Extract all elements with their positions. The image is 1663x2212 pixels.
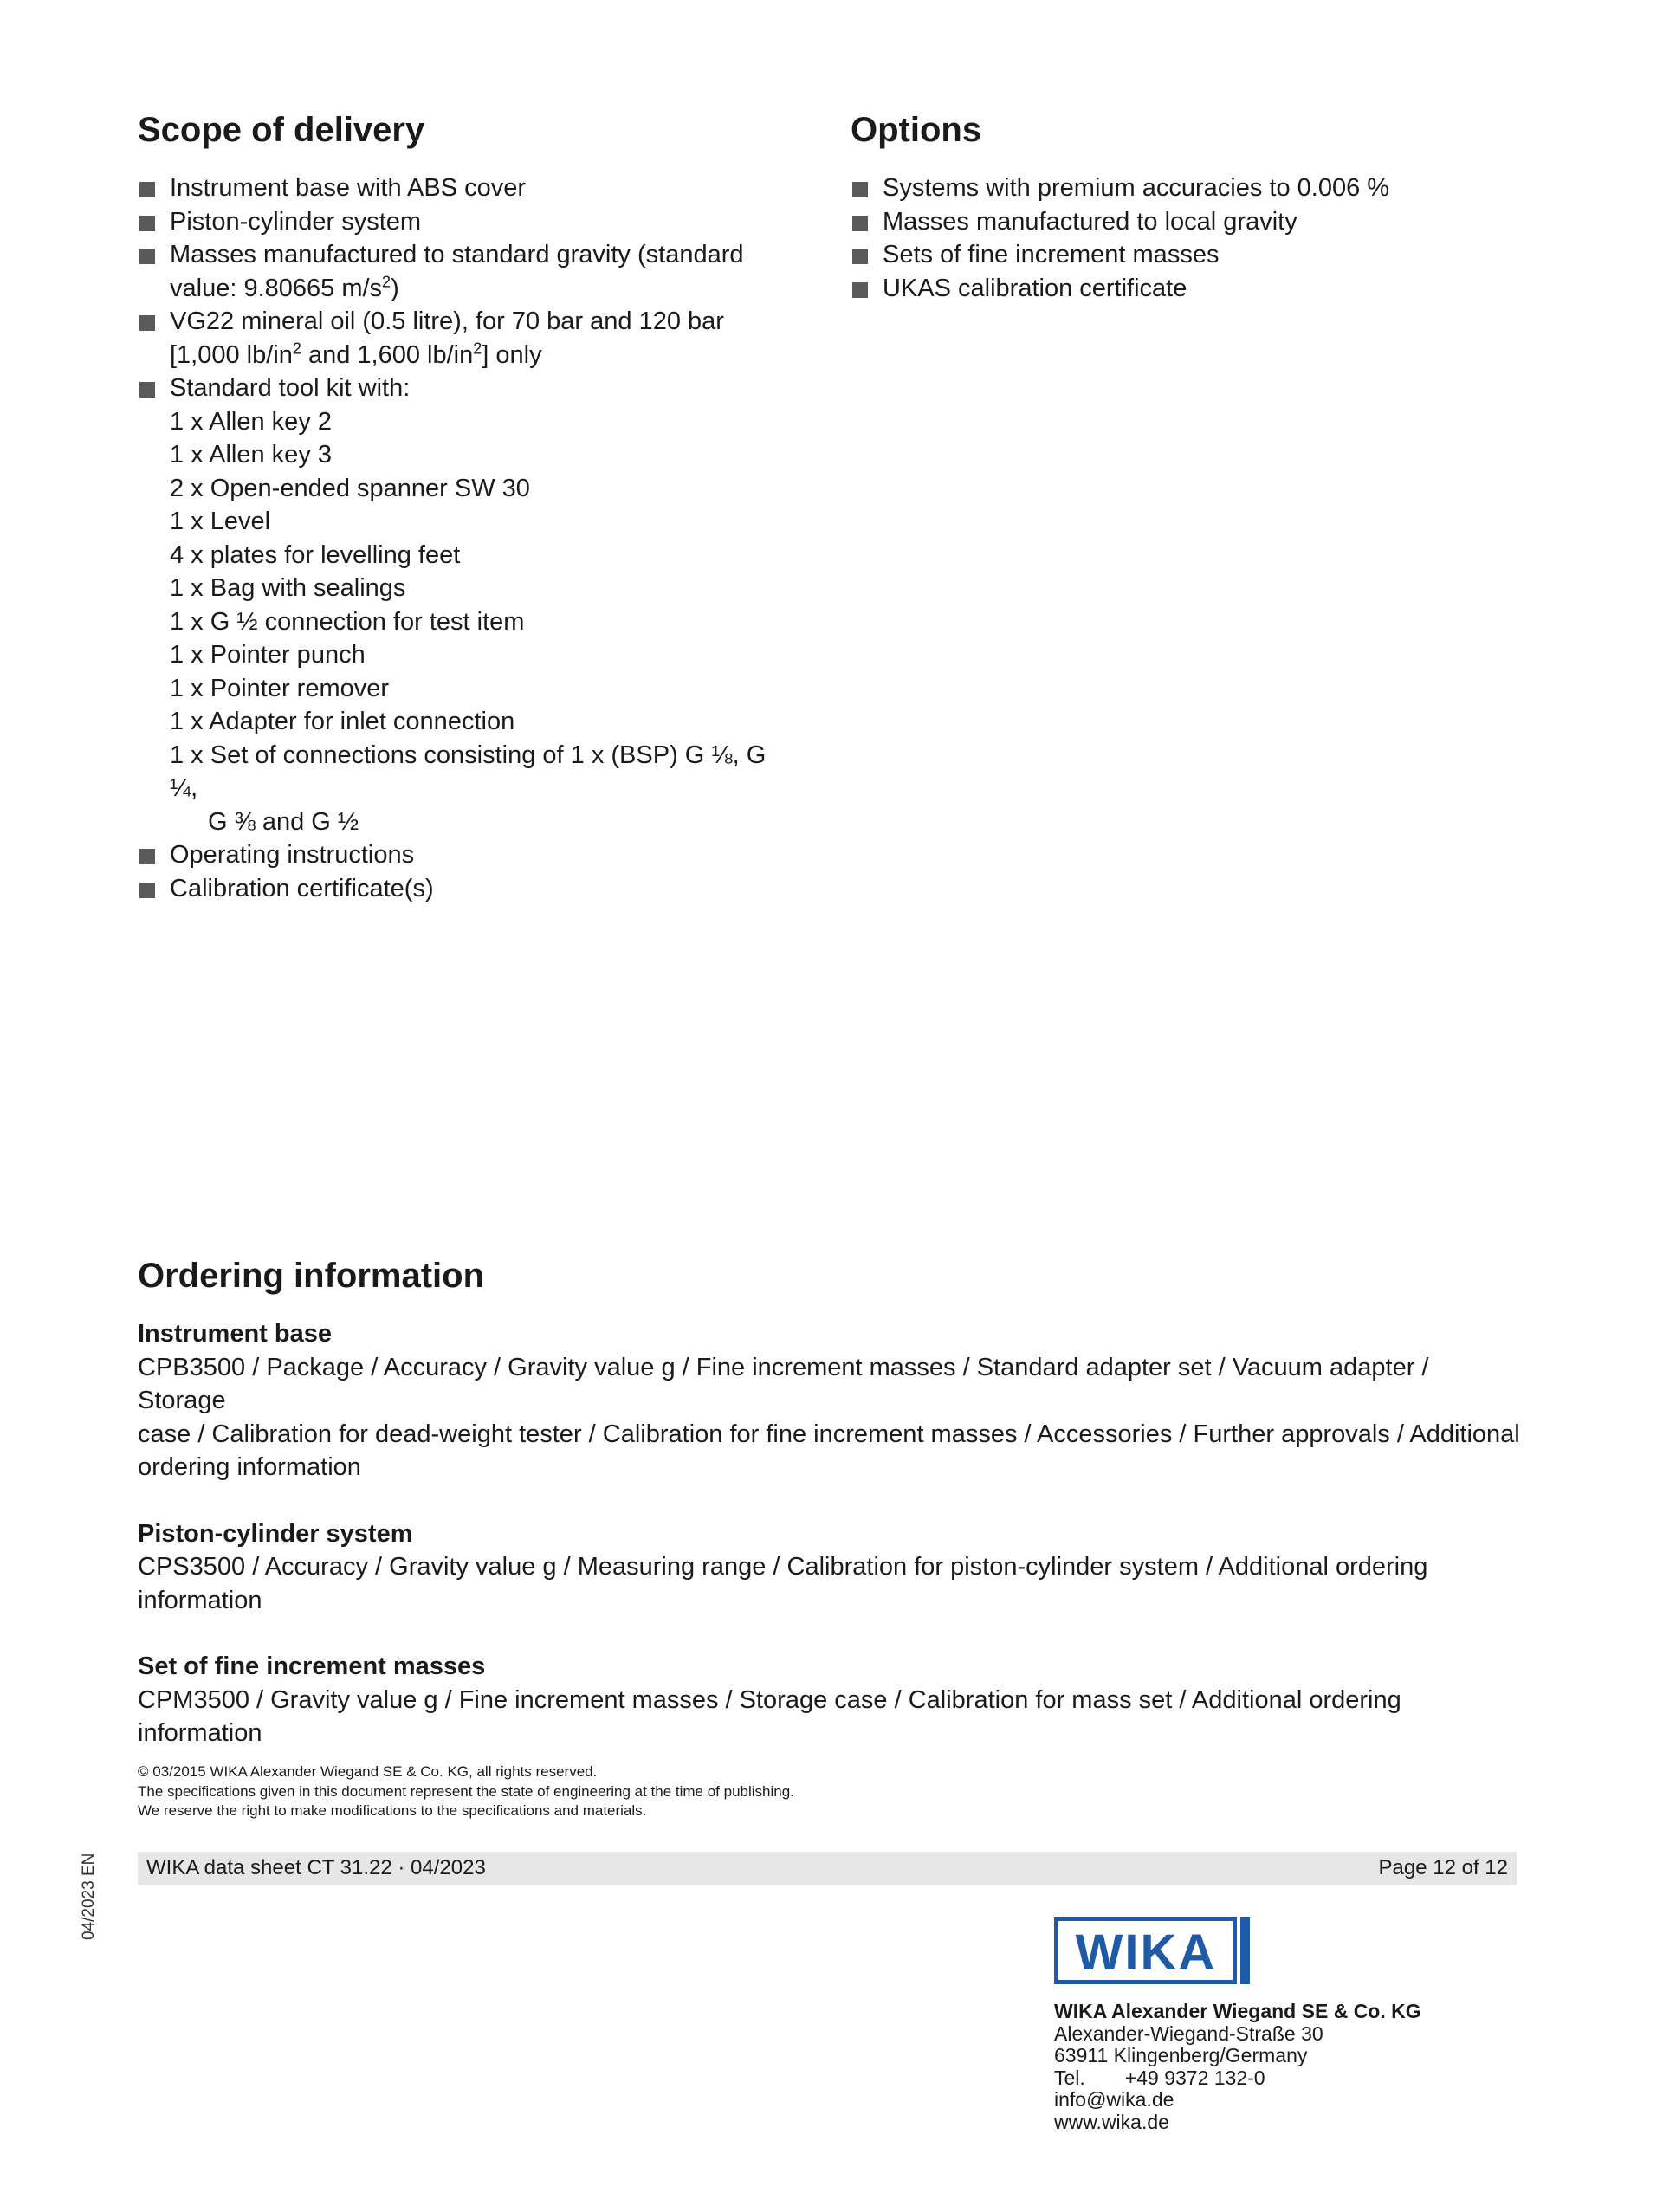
tool-kit-item: 1 x Allen key 3	[170, 441, 332, 469]
options-section	[851, 104, 1543, 305]
datasheet-reference: WIKA data sheet CT 31.22 · 04/2023	[146, 1856, 486, 1879]
company-address	[1054, 2001, 1421, 2133]
company-name: WIKA Alexander Wiegand SE & Co. KG	[1054, 2000, 1421, 2022]
list-item: Instrument base with ABS cover	[138, 171, 796, 205]
list-item: Calibration certificate(s)	[138, 872, 796, 906]
ordering-block-piston-cylinder	[138, 1517, 1524, 1618]
company-email: info@wika.de	[1054, 2088, 1174, 2111]
ordering-block-instrument-base	[138, 1317, 1524, 1484]
list-item: Masses manufactured to local gravity	[851, 205, 1543, 239]
options-list	[851, 171, 1543, 305]
tool-kit-item: 1 x Adapter for inlet connection	[170, 708, 515, 735]
ordering-text-line: CPS3500 / Accuracy / Gravity value g / Measuring range / Calibration for piston-cylinder system / Additional ordering	[138, 1553, 1428, 1581]
tool-kit-item: 1 x Set of connections consisting of 1 x (BSP) G ⅛, G ¼, G ⅜ and G ½	[170, 741, 767, 836]
tool-kit-item: 1 x Allen key 2	[170, 407, 332, 436]
list-item: Operating instructions	[138, 838, 796, 872]
wika-logo	[1054, 1917, 1250, 1984]
tool-kit-item: 1 x Bag with sealings	[170, 574, 406, 602]
ordering-title: Ordering information	[138, 1257, 484, 1295]
list-item: Systems with premium accuracies to 0.006 %	[851, 171, 1543, 205]
scope-of-delivery-section	[138, 104, 796, 905]
company-website: www.wika.de	[1054, 2110, 1169, 2133]
ordering-heading: Instrument base	[138, 1320, 332, 1348]
scope-title: Scope of delivery	[138, 111, 425, 149]
list-item: Masses manufactured to standard gravity (standard value: 9.80665 $m/s^2$)	[138, 238, 796, 305]
svg-text:WIKA: WIKA	[1075, 1924, 1217, 1981]
ordering-heading: Piston-cylinder system	[138, 1519, 413, 1548]
ordering-block-fine-increment-masses	[138, 1650, 1524, 1750]
list-item: Sets of fine increment masses	[851, 238, 1543, 272]
page-number: Page 12 of 12	[1378, 1856, 1508, 1879]
ordering-information-section	[138, 1250, 1524, 1750]
company-street: Alexander-Wiegand-Straße 30	[1054, 2021, 1323, 2045]
list-item: Piston-cylinder system	[138, 205, 796, 239]
scope-list	[138, 171, 796, 905]
company-city: 63911 Klingenberg/Germany	[1054, 2044, 1308, 2066]
ordering-text-line: CPM3500 / Gravity value g / Fine increment masses / Storage case / Calibration for mass set / Additional ordering information	[138, 1685, 1401, 1747]
ordering-heading: Set of fine increment masses	[138, 1653, 486, 1680]
footer-bar	[138, 1852, 1517, 1885]
ordering-text-line: ordering information	[138, 1453, 361, 1481]
tool-kit-item: 4 x plates for levelling feet	[170, 540, 461, 569]
company-phone: Tel. +49 9372 132-0	[1054, 2066, 1265, 2089]
tool-kit-item: 1 x G ½ connection for test item	[170, 607, 525, 636]
tool-kit-item: 1 x Level	[170, 508, 271, 535]
list-item: Standard tool kit with:	[138, 372, 796, 405]
options-title: Options	[851, 111, 982, 149]
tool-kit-item: 2 x Open-ended spanner SW 30	[170, 474, 530, 502]
side-edition-code: 04/2023 EN	[80, 1853, 98, 1940]
legal-notice: © 03/2015 WIKA Alexander Wiegand SE & Co. KG, all rights reserved. The specifications given in this document represent the state of engineering at the time of publishing. We reserve the right to make modifications to the specifications and materials.	[138, 1763, 794, 1819]
ordering-text-line: information	[138, 1586, 262, 1614]
tool-kit-item: 1 x Pointer punch	[170, 641, 366, 669]
ordering-text-line: CPB3500 / Package / Accuracy / Gravity value g / Fine increment masses / Standard adapter set / Vacuum adapter / Storage	[138, 1353, 1429, 1414]
list-item: VG22 mineral oil (0.5 litre), for 70 bar and 120 bar [1,000 $lb/in^2$ and 1,600 $lb/in^2$] only	[138, 305, 796, 372]
ordering-text-line: case / Calibration for dead-weight tester / Calibration for fine increment masses / Accessories / Further approvals / Additional	[138, 1420, 1520, 1448]
tool-kit-item: 1 x Pointer remover	[170, 674, 390, 702]
list-item: UKAS calibration certificate	[851, 272, 1543, 306]
